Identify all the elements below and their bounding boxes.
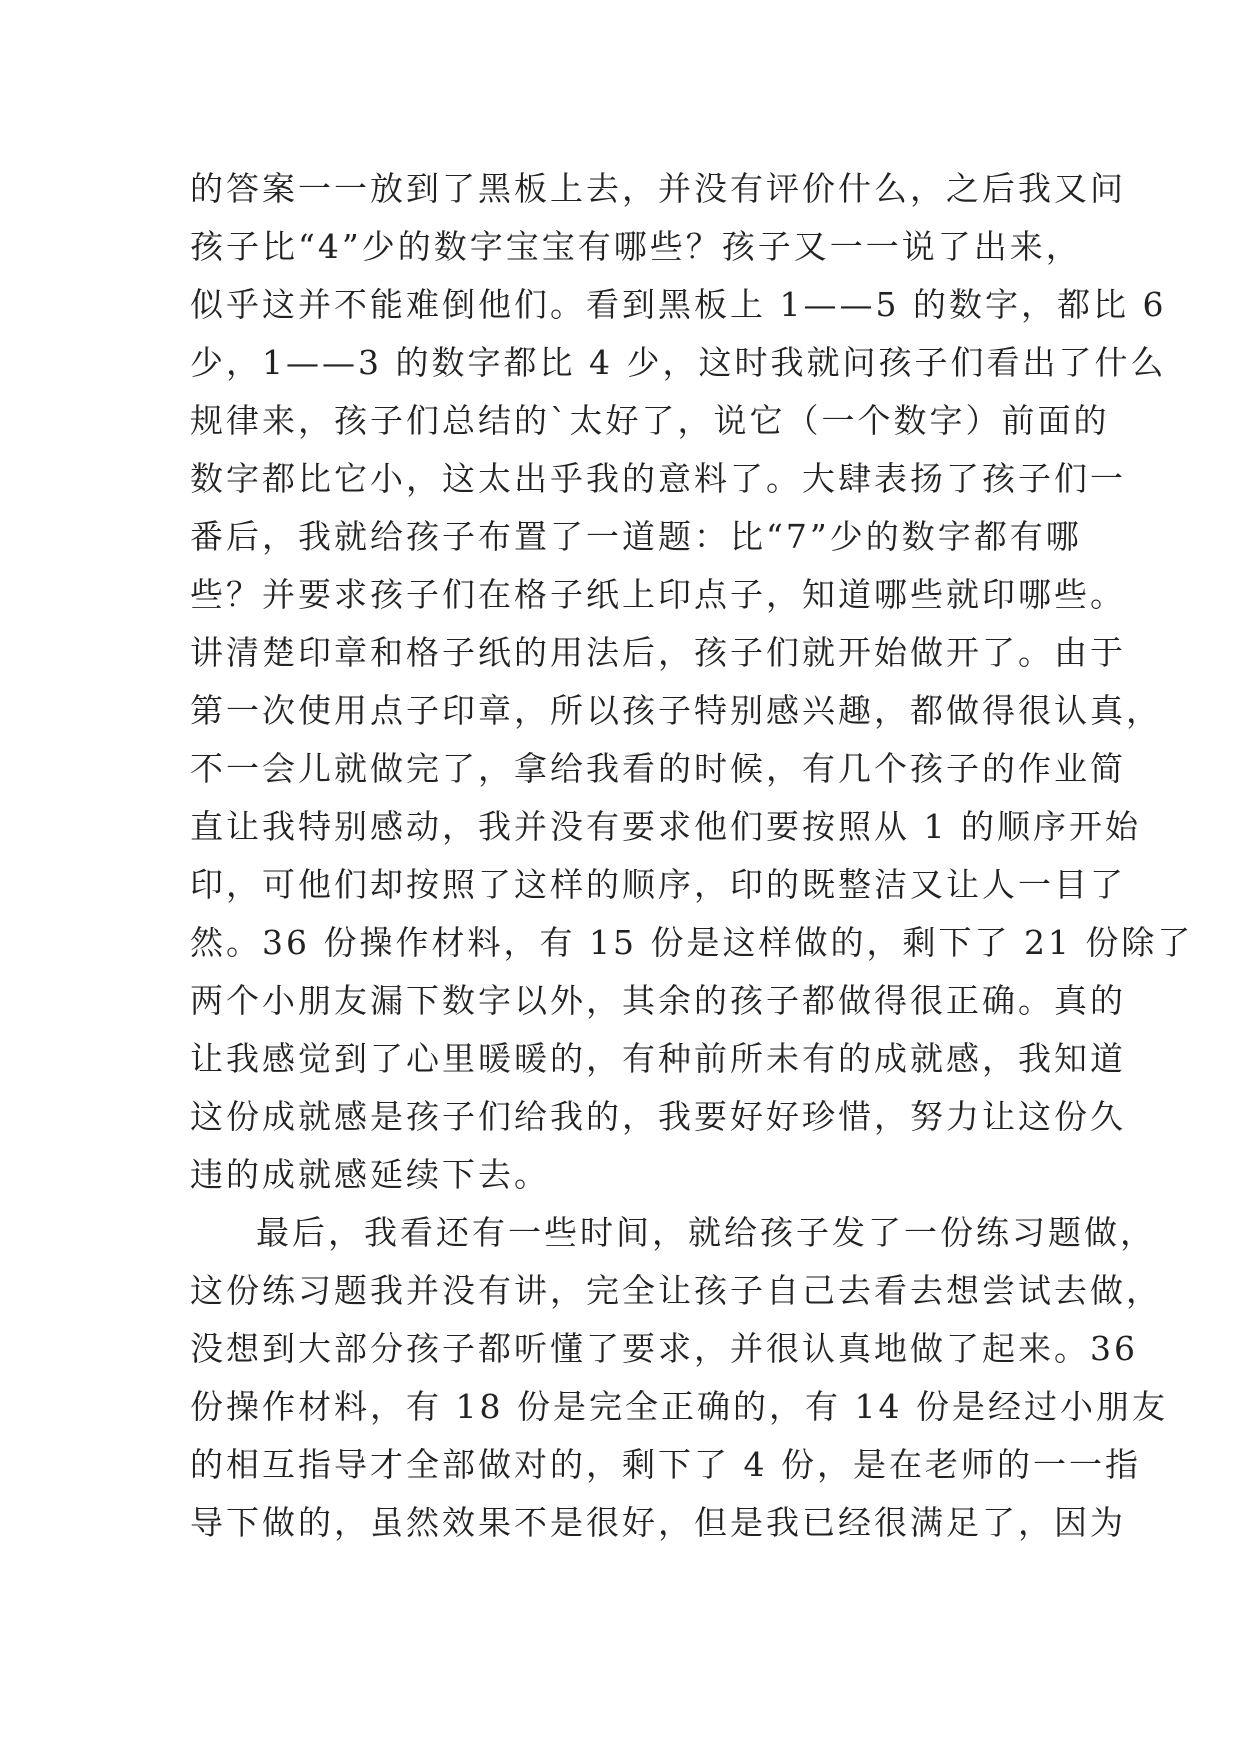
text-line: 这份成就感是孩子们给我的，我要好好珍惜，努力让这份久: [190, 1097, 1126, 1136]
text-line: 让我感觉到了心里暖暖的，有种前所未有的成就感，我知道: [190, 1039, 1126, 1078]
paragraph-end-line: 违的成就感延续下去。: [190, 1155, 550, 1194]
text-line: 然。36 份操作材料，有 15 份是这样做的，剩下了 21 份除了: [190, 923, 1194, 962]
text-line: 似乎这并不能难倒他们。看到黑板上 1——5 的数字，都比 6: [190, 285, 1167, 324]
text-line: 讲清楚印章和格子纸的用法后，孩子们就开始做开了。由于: [190, 633, 1126, 672]
text-line: 孩子比“4”少的数字宝宝有哪些？孩子又一一说了出来，: [190, 227, 1082, 266]
text-line: 第一次使用点子印章，所以孩子特别感兴趣，都做得很认真，: [190, 691, 1162, 730]
text-line: 没想到大部分孩子都听懂了要求，并很认真地做了起来。36: [190, 1329, 1138, 1368]
paragraph-start-line: 最后，我看还有一些时间，就给孩子发了一份练习题做，: [256, 1213, 1156, 1252]
text-line: 少，1——3 的数字都比 4 少，这时我就问孩子们看出了什么: [190, 343, 1167, 382]
text-line: 导下做的，虽然效果不是很好，但是我已经很满足了，因为: [190, 1503, 1126, 1542]
text-line: 数字都比它小，这太出乎我的意料了。大肆表扬了孩子们一: [190, 459, 1126, 498]
text-line: 的相互指导才全部做对的，剩下了 4 份，是在老师的一一指: [190, 1445, 1141, 1484]
text-line: 的答案一一放到了黑板上去，并没有评价什么，之后我又问: [190, 169, 1126, 208]
text-line: 两个小朋友漏下数字以外，其余的孩子都做得很正确。真的: [190, 981, 1126, 1020]
text-line: 印，可他们却按照了这样的顺序，印的既整洁又让人一目了: [190, 865, 1126, 904]
text-line: 直让我特别感动，我并没有要求他们要按照从 1 的顺序开始: [190, 807, 1141, 846]
text-line: 规律来，孩子们总结的`太好了，说它（一个数字）前面的: [190, 401, 1110, 440]
text-line: 番后，我就给孩子布置了一道题：比“7”少的数字都有哪: [190, 517, 1082, 556]
text-line: 些？并要求孩子们在格子纸上印点子，知道哪些就印哪些。: [190, 575, 1126, 614]
text-line: 份操作材料，有 18 份是完全正确的，有 14 份是经过小朋友: [190, 1387, 1168, 1426]
body-text: [190, 160, 1194, 1552]
text-line: 不一会儿就做完了，拿给我看的时候，有几个孩子的作业简: [190, 749, 1126, 788]
text-line: 这份练习题我并没有讲，完全让孩子自己去看去想尝试去做，: [190, 1271, 1162, 1310]
